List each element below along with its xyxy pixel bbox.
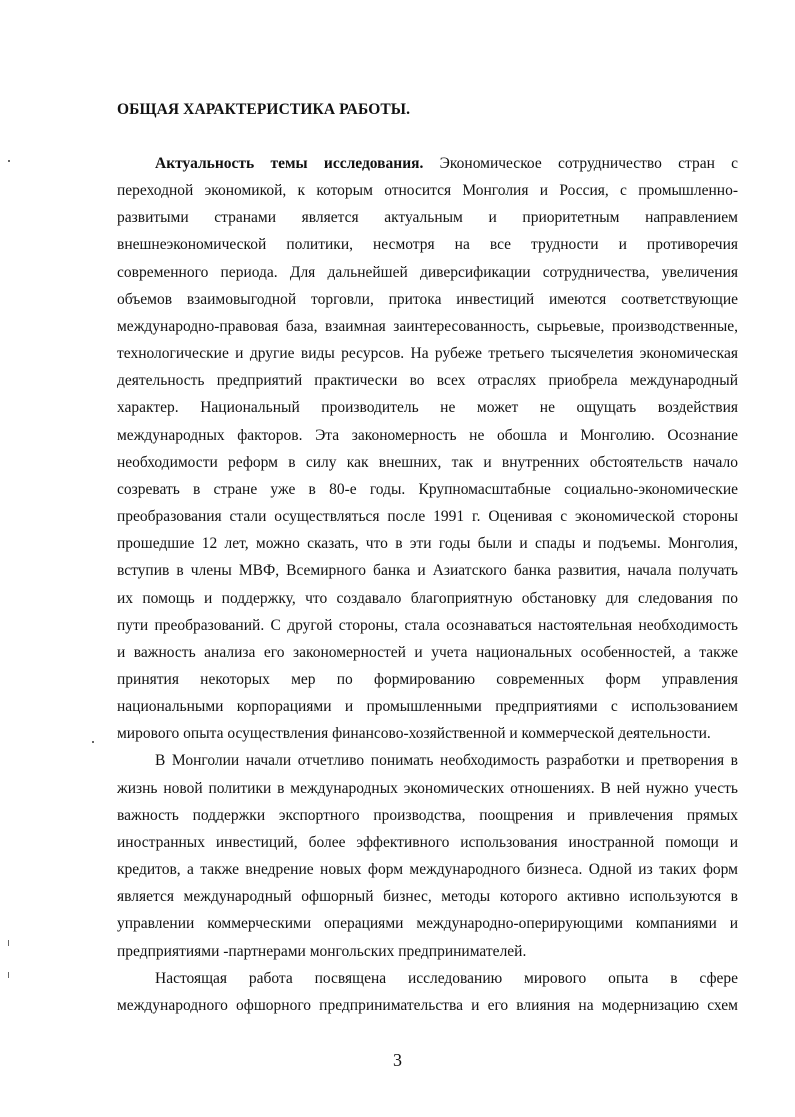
text-line: международных факторов. Эта закономерность не обошла и Монголию. Осознание <box>117 426 738 444</box>
scan-speck <box>92 741 94 743</box>
body-text <box>117 150 738 1019</box>
text-line: иностранных инвестиций, более эффективного использования иностранной помощи и <box>117 833 738 851</box>
text-line: международно-правовая база, взаимная заинтересованность, сырьевые, производственные, <box>117 317 738 335</box>
section-heading: ОБЩАЯ ХАРАКТЕРИСТИКА РАБОТЫ. <box>117 101 411 118</box>
text-line: объемов взаимовыгодной торговли, притока инвестиций имеются соответствующие <box>117 290 738 308</box>
text-line: технологические и другие виды ресурсов. На рубеже третьего тысячелетия экономическая <box>117 345 738 363</box>
text-line: национальными корпорациями и промышленными предприятиями с использованием <box>117 698 738 716</box>
text-line: внешнеэкономической политики, несмотря на все трудности и противоречия <box>117 236 738 254</box>
text-line <box>117 150 738 177</box>
text-line: Настоящая работа посвящена исследованию мирового опыта в сфере <box>155 969 738 987</box>
paragraph-research-subject <box>117 965 738 1019</box>
text-line: их помощь и поддержку, что создавало благоприятную обстановку для следования по <box>117 589 738 607</box>
text-line: важность поддержки экспортного производства, поощрения и привлечения прямых <box>117 806 738 824</box>
text-line: международного офшорного предпринимательства и его влияния на модернизацию схем <box>117 996 738 1014</box>
text-line: пути преобразований. С другой стороны, стала осознаваться настоятельная необходимость <box>117 616 738 634</box>
text-line: предприятиями -партнерами монгольских предпринимателей. <box>117 942 527 960</box>
text-line: В Монголии начали отчетливо понимать необходимость разработки и претворения в <box>155 752 738 770</box>
text-line: развитыми странами является актуальным и приоритетным направлением <box>117 209 738 227</box>
text-line: характер. Национальный производитель не может не ощущать воздействия <box>117 399 738 417</box>
scan-speck <box>8 160 10 162</box>
text-line: кредитов, а также внедрение новых форм международного бизнеса. Одной из таких форм <box>117 861 738 879</box>
text-line: принятия некоторых мер по формированию современных форм управления <box>117 670 738 688</box>
text-line: необходимости реформ в силу как внешних, так и внутренних обстоятельств начало <box>117 453 738 471</box>
paragraph-lead-rest: Экономическое сотрудничество стран с <box>439 155 739 172</box>
text-line: преобразования стали осуществляться после 1991 г. Оценивая с экономической стороны <box>117 508 738 526</box>
text-line: созревать в стране уже в 80-е годы. Крупномасштабные социально-экономические <box>117 480 738 498</box>
scan-speck <box>8 940 9 946</box>
page-number: 3 <box>393 1050 402 1070</box>
text-line: мирового опыта осуществления финансово-хозяйственной и коммерческой деятельности. <box>117 725 711 743</box>
paragraph-relevance <box>117 150 738 747</box>
text-line: вступив в члены МВФ, Всемирного банка и Азиатского банка развития, начала получать <box>117 562 738 580</box>
text-line: является международный офшорный бизнес, методы которого активно используются в <box>117 888 738 906</box>
scan-speck <box>8 972 9 978</box>
text-line: современного периода. Для дальнейшей диверсификации сотрудничества, увеличения <box>117 263 738 281</box>
text-line: деятельность предприятий практически во всех отраслях приобрела международный <box>117 372 738 390</box>
text-line: переходной экономикой, к которым относится Монголия и Россия, с промышленно- <box>117 182 738 200</box>
text-line: управлении коммерческими операциями международно-оперирующими компаниями и <box>117 915 738 933</box>
text-line: прошедшие 12 лет, можно сказать, что в эти годы были и спады и подъемы. Монголия, <box>117 535 738 553</box>
paragraph-mongolia-policy <box>117 747 738 964</box>
paragraph-lead: Актуальность темы исследования. <box>155 155 424 172</box>
text-line: и важность анализа его закономерностей и учета национальных особенностей, а также <box>117 643 738 661</box>
text-line: жизнь новой политики в международных экономических отношениях. В ней нужно учесть <box>117 779 738 797</box>
